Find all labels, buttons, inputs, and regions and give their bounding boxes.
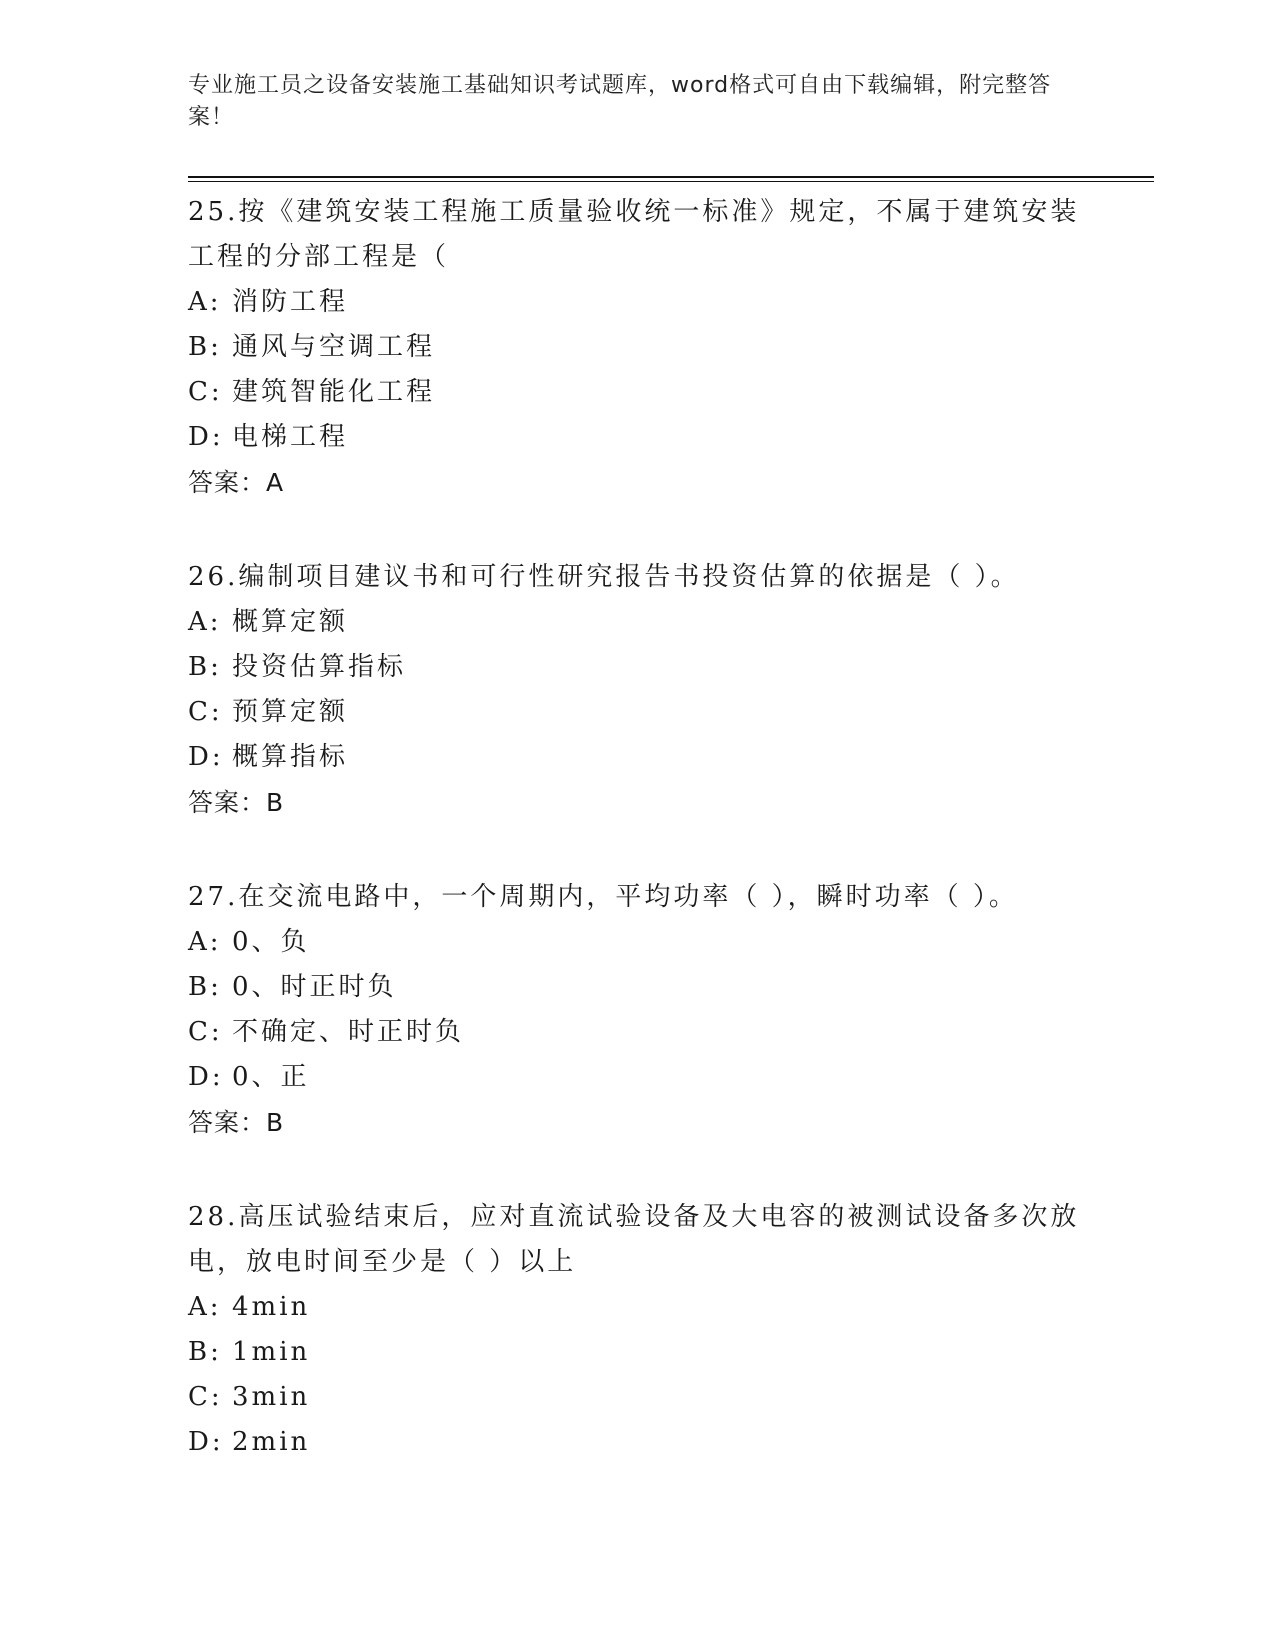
option-label: A: bbox=[188, 927, 222, 957]
option-c bbox=[188, 1010, 1088, 1055]
option-b bbox=[188, 325, 1088, 370]
option-label: C: bbox=[188, 1382, 223, 1412]
option-text: 2min bbox=[232, 1427, 311, 1457]
question-list bbox=[188, 190, 1088, 1515]
option-b bbox=[188, 965, 1088, 1010]
option-label: D: bbox=[188, 1062, 224, 1092]
option-text: 4min bbox=[232, 1292, 311, 1322]
option-text: 1min bbox=[232, 1337, 311, 1367]
option-d bbox=[188, 415, 1088, 460]
option-label: C: bbox=[188, 1017, 223, 1047]
answer: 答案：A bbox=[188, 468, 285, 497]
answer: 答案：B bbox=[188, 1108, 285, 1137]
option-label: B: bbox=[188, 1337, 222, 1367]
option-text: 投资估算指标 bbox=[232, 652, 407, 682]
question-25 bbox=[188, 190, 1088, 505]
option-d bbox=[188, 1055, 1088, 1100]
option-text: 0、正 bbox=[232, 1062, 310, 1092]
option-text: 预算定额 bbox=[232, 697, 349, 727]
option-a bbox=[188, 920, 1088, 965]
option-label: C: bbox=[188, 697, 223, 727]
option-text: 通风与空调工程 bbox=[232, 332, 436, 362]
option-text: 0、负 bbox=[232, 927, 310, 957]
option-label: B: bbox=[188, 332, 222, 362]
option-c bbox=[188, 690, 1088, 735]
option-text: 概算指标 bbox=[232, 742, 349, 772]
option-a bbox=[188, 280, 1088, 325]
option-text: 电梯工程 bbox=[232, 422, 349, 452]
option-label: D: bbox=[188, 1427, 224, 1457]
option-label: B: bbox=[188, 972, 222, 1002]
option-a bbox=[188, 1285, 1088, 1330]
option-label: A: bbox=[188, 607, 222, 637]
question-stem: 28.高压试验结束后，应对直流试验设备及大电容的被测试设备多次放电，放电时间至少是（ ）以上 bbox=[188, 1202, 1080, 1277]
option-label: D: bbox=[188, 742, 224, 772]
document-header: 专业施工员之设备安装施工基础知识考试题库，word格式可自由下载编辑，附完整答案！ bbox=[188, 73, 1052, 130]
question-27 bbox=[188, 875, 1088, 1145]
option-label: A: bbox=[188, 287, 222, 317]
option-text: 建筑智能化工程 bbox=[232, 377, 436, 407]
header-divider-thin bbox=[188, 181, 1154, 182]
option-text: 概算定额 bbox=[232, 607, 349, 637]
option-text: 不确定、时正时负 bbox=[232, 1017, 465, 1047]
option-b bbox=[188, 1330, 1088, 1375]
option-label: A: bbox=[188, 1292, 222, 1322]
answer: 答案：B bbox=[188, 788, 285, 817]
question-28 bbox=[188, 1195, 1088, 1465]
question-stem: 25.按《建筑安装工程施工质量验收统一标准》规定，不属于建筑安装工程的分部工程是（ bbox=[188, 197, 1080, 272]
option-text: 消防工程 bbox=[232, 287, 349, 317]
option-d bbox=[188, 1420, 1088, 1465]
header-divider-thick bbox=[188, 176, 1154, 178]
option-d bbox=[188, 735, 1088, 780]
option-b bbox=[188, 645, 1088, 690]
option-text: 3min bbox=[232, 1382, 311, 1412]
option-label: D: bbox=[188, 422, 224, 452]
option-c bbox=[188, 370, 1088, 415]
option-label: B: bbox=[188, 652, 222, 682]
option-text: 0、时正时负 bbox=[232, 972, 397, 1002]
question-stem: 27.在交流电路中，一个周期内，平均功率（ ），瞬时功率（ ）。 bbox=[188, 882, 1018, 912]
question-26 bbox=[188, 555, 1088, 825]
option-label: C: bbox=[188, 377, 223, 407]
question-stem: 26.编制项目建议书和可行性研究报告书投资估算的依据是（ ）。 bbox=[188, 562, 1020, 592]
option-c bbox=[188, 1375, 1088, 1420]
option-a bbox=[188, 600, 1088, 645]
